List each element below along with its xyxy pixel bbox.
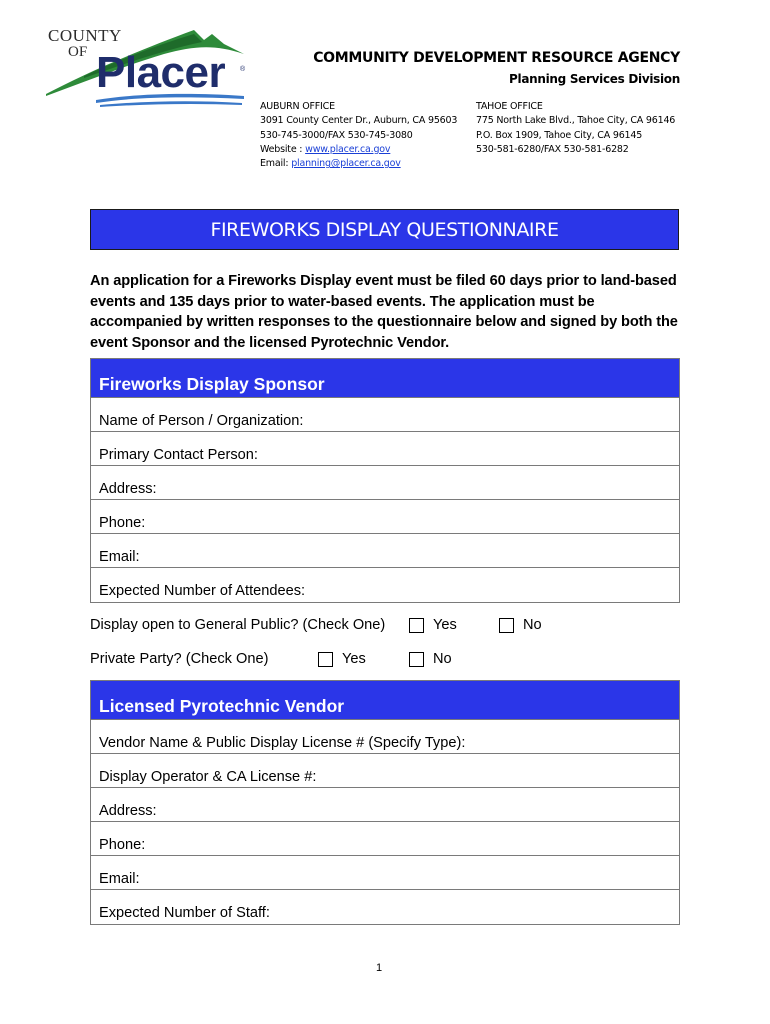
sponsor-section bbox=[90, 358, 680, 603]
vendor-phone-field[interactable]: Phone: bbox=[91, 822, 679, 856]
sponsor-section-heading: Fireworks Display Sponsor bbox=[91, 359, 679, 398]
sponsor-address-field[interactable]: Address: bbox=[91, 466, 679, 500]
county-logo bbox=[44, 24, 254, 110]
vendor-staff-field[interactable]: Expected Number of Staff: bbox=[99, 905, 270, 921]
sponsor-name-field[interactable]: Name of Person / Organization: bbox=[91, 398, 679, 432]
registered-mark: ® bbox=[240, 66, 246, 73]
tahoe-office-po-box: P.O. Box 1909, Tahoe City, CA 96145 bbox=[476, 129, 643, 141]
logo-county-text: COUNTY bbox=[48, 26, 122, 45]
vendor-section-heading: Licensed Pyrotechnic Vendor bbox=[91, 681, 679, 720]
vendor-email-field[interactable]: Email: bbox=[91, 856, 679, 890]
form-title-bar bbox=[90, 209, 679, 250]
email-label: Email: bbox=[260, 158, 289, 170]
tahoe-office-address: 775 North Lake Blvd., Tahoe City, CA 96146 bbox=[476, 115, 676, 127]
auburn-office-website-line bbox=[260, 143, 457, 157]
operator-license-field[interactable]: Display Operator & CA License #: bbox=[91, 754, 679, 788]
public-yes-checkbox[interactable] bbox=[409, 618, 424, 633]
sponsor-phone-field[interactable]: Phone: bbox=[91, 500, 679, 534]
logo-of-text: OF bbox=[68, 44, 88, 60]
website-label: Website : bbox=[260, 143, 303, 155]
tahoe-office-block bbox=[476, 100, 675, 157]
auburn-office-address: 3091 County Center Dr., Auburn, CA 95603 bbox=[260, 115, 458, 127]
public-no-label: No bbox=[523, 617, 542, 633]
auburn-office-email-line bbox=[260, 157, 457, 171]
sponsor-attendees-field[interactable]: Expected Number of Attendees: bbox=[99, 583, 306, 599]
website-link[interactable]: www.placer.ca.gov bbox=[305, 143, 391, 155]
agency-name: COMMUNITY DEVELOPMENT RESOURCE AGENCY bbox=[313, 50, 680, 66]
sponsor-contact-field[interactable]: Primary Contact Person: bbox=[91, 432, 679, 466]
tahoe-office-title: TAHOE OFFICE bbox=[476, 101, 543, 112]
vendor-name-license-field[interactable]: Vendor Name & Public Display License # (Specify Type): bbox=[91, 720, 679, 754]
vendor-address-field[interactable]: Address: bbox=[91, 788, 679, 822]
sponsor-email-field[interactable]: Email: bbox=[91, 534, 679, 568]
private-no-checkbox[interactable] bbox=[409, 652, 424, 667]
private-yes-checkbox[interactable] bbox=[318, 652, 333, 667]
vendor-section bbox=[90, 680, 680, 925]
private-yes-label: Yes bbox=[342, 651, 366, 667]
public-no-checkbox[interactable] bbox=[499, 618, 514, 633]
auburn-office-title: AUBURN OFFICE bbox=[260, 101, 335, 112]
division-name: Planning Services Division bbox=[509, 72, 680, 86]
form-title: FIREWORKS DISPLAY QUESTIONNAIRE bbox=[210, 218, 559, 241]
page-number: 1 bbox=[376, 962, 383, 974]
auburn-office-block bbox=[260, 100, 457, 171]
logo-placer-text: Placer bbox=[96, 48, 226, 97]
email-link[interactable]: planning@placer.ca.gov bbox=[291, 158, 401, 170]
auburn-office-phone: 530-745-3000/FAX 530-745-3080 bbox=[260, 129, 413, 141]
private-party-question: Private Party? (Check One) bbox=[90, 651, 269, 667]
public-display-question: Display open to General Public? (Check One) bbox=[90, 617, 386, 633]
private-no-label: No bbox=[433, 651, 452, 667]
intro-paragraph: An application for a Fireworks Display event must be filed 60 days prior to land-based events and 135 days prior to water-based events. The application must be accompanied by written responses to the questionnaire below and signed by both the event Sponsor and the licensed Pyrotechnic Vendor. bbox=[90, 273, 678, 351]
public-yes-label: Yes bbox=[433, 617, 457, 633]
tahoe-office-phone: 530-581-6280/FAX 530-581-6282 bbox=[476, 143, 629, 155]
